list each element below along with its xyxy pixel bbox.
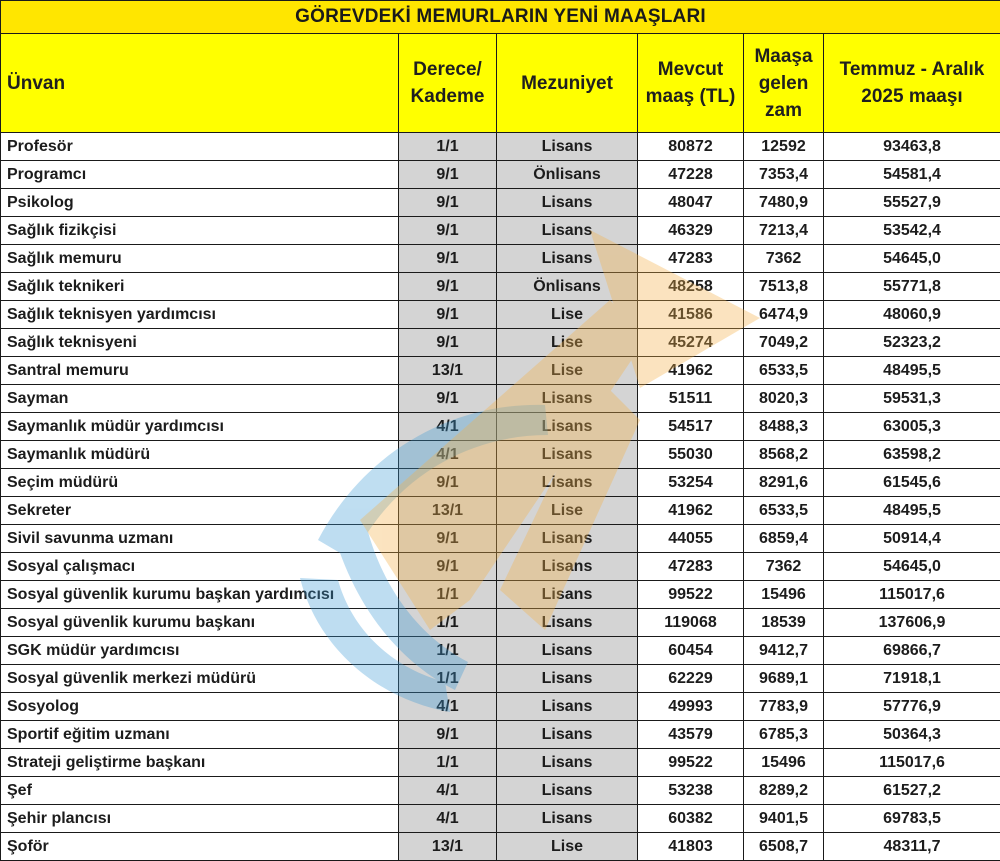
header-raise <box>744 34 824 133</box>
table-body <box>1 133 1000 861</box>
cell-grade: 9/1 <box>399 721 497 749</box>
cell-title: Sportif eğitim uzmanı <box>1 721 399 749</box>
cell-grade: 9/1 <box>399 245 497 273</box>
cell-current-salary: 80872 <box>638 133 744 161</box>
table-row <box>1 581 1000 609</box>
cell-education: Lise <box>497 329 638 357</box>
cell-title: Sivil savunma uzmanı <box>1 525 399 553</box>
cell-education: Lisans <box>497 245 638 273</box>
cell-grade: 9/1 <box>399 525 497 553</box>
cell-current-salary: 53254 <box>638 469 744 497</box>
cell-education: Lisans <box>497 413 638 441</box>
cell-education: Lise <box>497 301 638 329</box>
cell-grade: 9/1 <box>399 189 497 217</box>
cell-title: Sağlık memuru <box>1 245 399 273</box>
cell-current-salary: 55030 <box>638 441 744 469</box>
table-row <box>1 273 1000 301</box>
table-row <box>1 749 1000 777</box>
cell-new-salary: 48060,9 <box>824 301 1000 329</box>
cell-raise: 7049,2 <box>744 329 824 357</box>
cell-education: Önlisans <box>497 273 638 301</box>
cell-current-salary: 44055 <box>638 525 744 553</box>
cell-title: Strateji geliştirme başkanı <box>1 749 399 777</box>
cell-raise: 7213,4 <box>744 217 824 245</box>
cell-education: Lise <box>497 497 638 525</box>
header-raise-line1: Maaşa <box>754 46 812 67</box>
cell-raise: 12592 <box>744 133 824 161</box>
header-row <box>1 34 1000 133</box>
cell-new-salary: 54581,4 <box>824 161 1000 189</box>
cell-title: Saymanlık müdür yardımcısı <box>1 413 399 441</box>
cell-education: Lisans <box>497 385 638 413</box>
cell-new-salary: 69866,7 <box>824 637 1000 665</box>
cell-grade: 1/1 <box>399 637 497 665</box>
header-grade-line1: Derece/ <box>413 59 482 80</box>
cell-raise: 6859,4 <box>744 525 824 553</box>
cell-grade: 4/1 <box>399 693 497 721</box>
cell-current-salary: 51511 <box>638 385 744 413</box>
table-row <box>1 469 1000 497</box>
cell-current-salary: 47283 <box>638 245 744 273</box>
cell-current-salary: 60454 <box>638 637 744 665</box>
cell-current-salary: 41803 <box>638 833 744 861</box>
cell-current-salary: 62229 <box>638 665 744 693</box>
cell-title: Sağlık teknisyen yardımcısı <box>1 301 399 329</box>
header-grade <box>399 34 497 133</box>
table-row <box>1 189 1000 217</box>
cell-new-salary: 137606,9 <box>824 609 1000 637</box>
cell-raise: 8289,2 <box>744 777 824 805</box>
cell-title: SGK müdür yardımcısı <box>1 637 399 665</box>
cell-grade: 4/1 <box>399 777 497 805</box>
cell-current-salary: 41586 <box>638 301 744 329</box>
cell-current-salary: 60382 <box>638 805 744 833</box>
cell-raise: 6533,5 <box>744 357 824 385</box>
cell-current-salary: 49993 <box>638 693 744 721</box>
header-current-line2: maaş (TL) <box>646 86 736 107</box>
table-row <box>1 693 1000 721</box>
cell-grade: 9/1 <box>399 469 497 497</box>
cell-current-salary: 48047 <box>638 189 744 217</box>
table-row <box>1 441 1000 469</box>
table-row <box>1 161 1000 189</box>
cell-new-salary: 69783,5 <box>824 805 1000 833</box>
table-row <box>1 525 1000 553</box>
cell-raise: 15496 <box>744 581 824 609</box>
cell-grade: 1/1 <box>399 581 497 609</box>
cell-grade: 4/1 <box>399 441 497 469</box>
header-title: Ünvan <box>1 34 399 133</box>
cell-raise: 7362 <box>744 553 824 581</box>
cell-raise: 15496 <box>744 749 824 777</box>
cell-grade: 9/1 <box>399 329 497 357</box>
table-row <box>1 245 1000 273</box>
cell-new-salary: 48495,5 <box>824 497 1000 525</box>
table-row <box>1 497 1000 525</box>
cell-current-salary: 53238 <box>638 777 744 805</box>
cell-raise: 7783,9 <box>744 693 824 721</box>
cell-education: Lisans <box>497 777 638 805</box>
cell-grade: 4/1 <box>399 413 497 441</box>
cell-grade: 13/1 <box>399 833 497 861</box>
cell-raise: 18539 <box>744 609 824 637</box>
cell-raise: 6785,3 <box>744 721 824 749</box>
cell-current-salary: 47283 <box>638 553 744 581</box>
table-row <box>1 217 1000 245</box>
cell-raise: 7480,9 <box>744 189 824 217</box>
cell-grade: 1/1 <box>399 133 497 161</box>
cell-new-salary: 48311,7 <box>824 833 1000 861</box>
cell-title: Sağlık fizikçisi <box>1 217 399 245</box>
cell-title: Programcı <box>1 161 399 189</box>
cell-raise: 9412,7 <box>744 637 824 665</box>
cell-title: Sosyal güvenlik merkezi müdürü <box>1 665 399 693</box>
cell-new-salary: 61527,2 <box>824 777 1000 805</box>
cell-education: Lisans <box>497 189 638 217</box>
header-raise-line3: zam <box>765 100 802 121</box>
table-row <box>1 637 1000 665</box>
cell-education: Lisans <box>497 469 638 497</box>
cell-raise: 7362 <box>744 245 824 273</box>
cell-grade: 9/1 <box>399 217 497 245</box>
cell-title: Sayman <box>1 385 399 413</box>
cell-grade: 1/1 <box>399 665 497 693</box>
cell-title: Şoför <box>1 833 399 861</box>
cell-education: Lisans <box>497 805 638 833</box>
cell-title: Sosyal çalışmacı <box>1 553 399 581</box>
cell-title: Psikolog <box>1 189 399 217</box>
cell-education: Lisans <box>497 749 638 777</box>
cell-new-salary: 55527,9 <box>824 189 1000 217</box>
cell-title: Sosyal güvenlik kurumu başkanı <box>1 609 399 637</box>
table-title: GÖREVDEKİ MEMURLARIN YENİ MAAŞLARI <box>1 1 1000 34</box>
cell-new-salary: 71918,1 <box>824 665 1000 693</box>
cell-grade: 1/1 <box>399 749 497 777</box>
table-row <box>1 553 1000 581</box>
cell-education: Lise <box>497 833 638 861</box>
table-row <box>1 413 1000 441</box>
cell-raise: 6533,5 <box>744 497 824 525</box>
header-new-salary <box>824 34 1000 133</box>
cell-current-salary: 41962 <box>638 497 744 525</box>
cell-title: Profesör <box>1 133 399 161</box>
cell-new-salary: 61545,6 <box>824 469 1000 497</box>
cell-current-salary: 46329 <box>638 217 744 245</box>
cell-title: Sosyolog <box>1 693 399 721</box>
cell-education: Lisans <box>497 693 638 721</box>
cell-education: Önlisans <box>497 161 638 189</box>
table-row <box>1 329 1000 357</box>
cell-title: Saymanlık müdürü <box>1 441 399 469</box>
cell-title: Şef <box>1 777 399 805</box>
cell-raise: 7513,8 <box>744 273 824 301</box>
cell-education: Lisans <box>497 217 638 245</box>
header-current-line1: Mevcut <box>658 59 723 80</box>
cell-title: Sekreter <box>1 497 399 525</box>
table-row <box>1 833 1000 861</box>
cell-new-salary: 57776,9 <box>824 693 1000 721</box>
header-education: Mezuniyet <box>497 34 638 133</box>
cell-education: Lisans <box>497 581 638 609</box>
cell-current-salary: 43579 <box>638 721 744 749</box>
table-row <box>1 805 1000 833</box>
cell-new-salary: 55771,8 <box>824 273 1000 301</box>
cell-current-salary: 99522 <box>638 581 744 609</box>
cell-grade: 13/1 <box>399 497 497 525</box>
cell-education: Lisans <box>497 665 638 693</box>
cell-education: Lise <box>497 357 638 385</box>
header-raise-line2: gelen <box>759 73 809 94</box>
header-new-line1: Temmuz - Aralık <box>840 59 985 80</box>
cell-title: Seçim müdürü <box>1 469 399 497</box>
cell-education: Lisans <box>497 441 638 469</box>
cell-education: Lisans <box>497 609 638 637</box>
cell-new-salary: 53542,4 <box>824 217 1000 245</box>
cell-raise: 8488,3 <box>744 413 824 441</box>
cell-new-salary: 50914,4 <box>824 525 1000 553</box>
cell-grade: 9/1 <box>399 301 497 329</box>
table-row <box>1 721 1000 749</box>
cell-title: Şehir plancısı <box>1 805 399 833</box>
cell-new-salary: 63598,2 <box>824 441 1000 469</box>
cell-raise: 7353,4 <box>744 161 824 189</box>
cell-education: Lisans <box>497 553 638 581</box>
table-row <box>1 133 1000 161</box>
cell-new-salary: 93463,8 <box>824 133 1000 161</box>
cell-title: Santral memuru <box>1 357 399 385</box>
header-new-line2: 2025 maaşı <box>861 86 962 107</box>
cell-education: Lisans <box>497 525 638 553</box>
cell-current-salary: 119068 <box>638 609 744 637</box>
cell-new-salary: 59531,3 <box>824 385 1000 413</box>
cell-education: Lisans <box>497 133 638 161</box>
cell-new-salary: 52323,2 <box>824 329 1000 357</box>
cell-raise: 8020,3 <box>744 385 824 413</box>
cell-current-salary: 41962 <box>638 357 744 385</box>
cell-raise: 6508,7 <box>744 833 824 861</box>
cell-current-salary: 54517 <box>638 413 744 441</box>
cell-education: Lisans <box>497 721 638 749</box>
cell-grade: 9/1 <box>399 273 497 301</box>
cell-education: Lisans <box>497 637 638 665</box>
cell-title: Sağlık teknisyeni <box>1 329 399 357</box>
cell-new-salary: 50364,3 <box>824 721 1000 749</box>
cell-raise: 8568,2 <box>744 441 824 469</box>
cell-current-salary: 47228 <box>638 161 744 189</box>
cell-new-salary: 115017,6 <box>824 749 1000 777</box>
cell-new-salary: 115017,6 <box>824 581 1000 609</box>
table-row <box>1 357 1000 385</box>
cell-new-salary: 63005,3 <box>824 413 1000 441</box>
table-row <box>1 777 1000 805</box>
table-title-row <box>1 1 1000 34</box>
header-current <box>638 34 744 133</box>
table-row <box>1 301 1000 329</box>
cell-raise: 9689,1 <box>744 665 824 693</box>
cell-title: Sosyal güvenlik kurumu başkan yardımcısı <box>1 581 399 609</box>
cell-new-salary: 54645,0 <box>824 245 1000 273</box>
cell-grade: 9/1 <box>399 385 497 413</box>
cell-grade: 1/1 <box>399 609 497 637</box>
cell-raise: 8291,6 <box>744 469 824 497</box>
cell-new-salary: 54645,0 <box>824 553 1000 581</box>
cell-raise: 9401,5 <box>744 805 824 833</box>
cell-current-salary: 45274 <box>638 329 744 357</box>
cell-title: Sağlık teknikeri <box>1 273 399 301</box>
table-row <box>1 385 1000 413</box>
table-row <box>1 665 1000 693</box>
cell-grade: 13/1 <box>399 357 497 385</box>
cell-grade: 9/1 <box>399 553 497 581</box>
table-row <box>1 609 1000 637</box>
cell-current-salary: 99522 <box>638 749 744 777</box>
cell-grade: 4/1 <box>399 805 497 833</box>
cell-grade: 9/1 <box>399 161 497 189</box>
header-grade-line2: Kademe <box>411 86 485 107</box>
cell-raise: 6474,9 <box>744 301 824 329</box>
cell-current-salary: 48258 <box>638 273 744 301</box>
cell-new-salary: 48495,5 <box>824 357 1000 385</box>
